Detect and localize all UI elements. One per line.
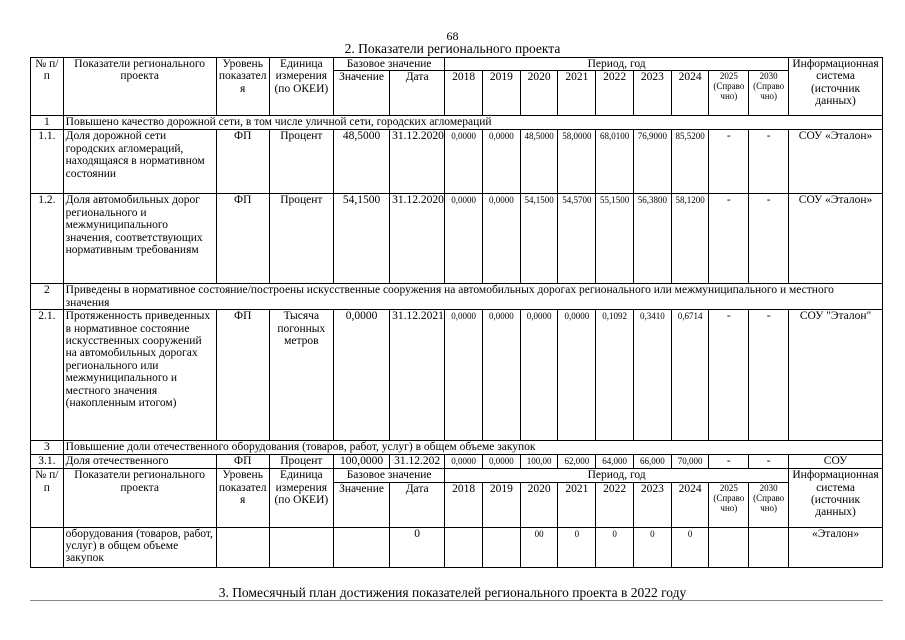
- row-info: СОУ: [789, 455, 883, 469]
- row-year-value: 0,1092: [596, 310, 634, 441]
- row-info: «Эталон»: [789, 527, 883, 567]
- row-year-value: 70,000: [671, 455, 709, 469]
- header-year: 2023: [633, 71, 671, 116]
- row-year-value: 0,0000: [482, 310, 520, 441]
- header-row: [31, 58, 883, 71]
- group-num: 1: [31, 116, 64, 130]
- data-row: [31, 194, 883, 284]
- header-indicator: Показатели регионального проекта: [63, 469, 216, 527]
- row-year-value: 58,1200: [671, 194, 709, 284]
- data-row: [31, 310, 883, 441]
- indicators-table: [30, 57, 883, 568]
- row-2025: -: [709, 194, 749, 284]
- row-year-value: 0,0000: [445, 194, 483, 284]
- group-row: [31, 441, 883, 455]
- row-2030: -: [749, 455, 789, 469]
- row-year-value: 100,00: [520, 455, 558, 469]
- row-name: Доля автомобильных дорог регионального и межмуниципального значения, соответствующих нормативным требованиям: [63, 194, 216, 284]
- row-year-value: 0: [671, 527, 709, 567]
- footer-title: 3. Помесячный план достижения показателей регионального проекта в 2022 году: [218, 585, 687, 600]
- row-2025: -: [709, 130, 749, 194]
- row-year-value: 0,6714: [671, 310, 709, 441]
- row-base-date: 31.12.202: [390, 455, 445, 469]
- data-row: [31, 527, 883, 567]
- data-row: [31, 130, 883, 194]
- row-base-value: 0,0000: [333, 310, 389, 441]
- row-year-value: 0,0000: [445, 130, 483, 194]
- row-year-value: 0,0000: [445, 455, 483, 469]
- header-year: 2024: [671, 71, 709, 116]
- header-year: 2021: [558, 71, 596, 116]
- row-year-value: 66,000: [633, 455, 671, 469]
- header-year: 2023: [633, 482, 671, 527]
- header-year: 2021: [558, 482, 596, 527]
- row-unit: Тысяча погонных метров: [269, 310, 333, 441]
- header-indicator: Показатели регионального проекта: [63, 58, 216, 116]
- group-row: [31, 284, 883, 310]
- group-title: Повышение доли отечественного оборудования (товаров, работ, услуг) в общем объеме закупок: [63, 441, 882, 455]
- header-num: № п/п: [31, 469, 64, 527]
- row-year-value: 0: [558, 527, 596, 567]
- header-base: Базовое значение: [333, 469, 444, 482]
- header-year: 2024: [671, 482, 709, 527]
- header-year: 2020: [520, 482, 558, 527]
- header-period: Период, год: [445, 58, 789, 71]
- section-title: 2. Показатели регионального проекта: [344, 41, 561, 56]
- row-unit: Процент: [269, 130, 333, 194]
- row-year-value: 00: [520, 527, 558, 567]
- row-num: 3.1.: [31, 455, 64, 469]
- header-year: 2018: [445, 482, 483, 527]
- row-base-value: [333, 527, 389, 567]
- row-level: ФП: [216, 130, 269, 194]
- row-2025: [709, 527, 749, 567]
- header-num: № п/п: [31, 58, 64, 116]
- row-year-value: 54,1500: [520, 194, 558, 284]
- header-base-value: Значение: [333, 482, 389, 527]
- row-unit: Процент: [269, 455, 333, 469]
- row-base-date: 31.12.2021: [390, 310, 445, 441]
- footer-rule: [30, 600, 883, 601]
- row-year-value: 0,0000: [558, 310, 596, 441]
- row-base-date: 31.12.2020: [390, 130, 445, 194]
- data-row: [31, 455, 883, 469]
- row-2030: [749, 527, 789, 567]
- group-num: 2: [31, 284, 64, 310]
- header-year: 2022: [596, 482, 634, 527]
- row-year-value: [445, 527, 483, 567]
- row-2030: -: [749, 130, 789, 194]
- row-base-date: 0: [390, 527, 445, 567]
- row-year-value: 48,5000: [520, 130, 558, 194]
- row-info: СОУ "Эталон": [789, 310, 883, 441]
- row-level: ФП: [216, 455, 269, 469]
- row-name: Доля дорожной сети городских агломераций, находящаяся в нормативном состоянии: [63, 130, 216, 194]
- row-level: [216, 527, 269, 567]
- header-year-2030: 2030 (Справо чно): [749, 71, 789, 116]
- group-row: [31, 116, 883, 130]
- row-2030: -: [749, 310, 789, 441]
- header-unit: Единица измерения (по ОКЕИ): [269, 469, 333, 527]
- row-year-value: 0,0000: [482, 130, 520, 194]
- row-year-value: 0,0000: [520, 310, 558, 441]
- row-year-value: 58,0000: [558, 130, 596, 194]
- row-year-value: 76,9000: [633, 130, 671, 194]
- header-year: 2019: [482, 71, 520, 116]
- row-2025: -: [709, 455, 749, 469]
- header-year-2025: 2025 (Справо чно): [709, 482, 749, 527]
- row-num: 2.1.: [31, 310, 64, 441]
- row-year-value: 56,3800: [633, 194, 671, 284]
- row-year-value: 0,0000: [445, 310, 483, 441]
- group-title: Повышено качество дорожной сети, в том числе уличной сети, городских агломераций: [63, 116, 882, 130]
- header-year-2030: 2030 (Справо чно): [749, 482, 789, 527]
- header-unit: Единица измерения (по ОКЕИ): [269, 58, 333, 116]
- row-base-value: 54,1500: [333, 194, 389, 284]
- header-base: Базовое значение: [333, 58, 444, 71]
- header-level: Уровень показател я: [216, 58, 269, 116]
- header-info: Информационная система (источник данных): [789, 469, 883, 527]
- page-number: 68: [446, 29, 459, 43]
- row-level: ФП: [216, 194, 269, 284]
- row-unit: Процент: [269, 194, 333, 284]
- row-name: Доля отечественного: [63, 455, 216, 469]
- row-info: СОУ «Эталон»: [789, 130, 883, 194]
- row-base-date: 31.12.2020: [390, 194, 445, 284]
- row-year-value: 0,3410: [633, 310, 671, 441]
- row-base-value: 48,5000: [333, 130, 389, 194]
- row-level: ФП: [216, 310, 269, 441]
- row-info: СОУ «Эталон»: [789, 194, 883, 284]
- header-base-date: Дата: [390, 71, 445, 116]
- row-2030: -: [749, 194, 789, 284]
- row-name: Протяженность приведенных в нормативное состояние искусственных сооружений на автомобильных дорогах регионального или межмуниципального и местного значения (накопленным итогом): [63, 310, 216, 441]
- row-year-value: 85,5200: [671, 130, 709, 194]
- row-year-value: 68,0100: [596, 130, 634, 194]
- header-year: 2022: [596, 71, 634, 116]
- row-2025: -: [709, 310, 749, 441]
- header-level: Уровень показател я: [216, 469, 269, 527]
- row-year-value: 0: [633, 527, 671, 567]
- header-base-date: Дата: [390, 482, 445, 527]
- row-unit: [269, 527, 333, 567]
- header-year-2025: 2025 (Справо чно): [709, 71, 749, 116]
- table-body: [31, 58, 883, 568]
- row-year-value: 0: [596, 527, 634, 567]
- row-year-value: 0,0000: [482, 455, 520, 469]
- row-year-value: 54,5700: [558, 194, 596, 284]
- group-num: 3: [31, 441, 64, 455]
- row-year-value: 62,000: [558, 455, 596, 469]
- row-year-value: 55,1500: [596, 194, 634, 284]
- header-period: Период, год: [445, 469, 789, 482]
- header-base-value: Значение: [333, 71, 389, 116]
- row-base-value: 100,0000: [333, 455, 389, 469]
- row-year-value: 0,0000: [482, 194, 520, 284]
- row-name: оборудования (товаров, работ, услуг) в общем объеме закупок: [63, 527, 216, 567]
- row-num: 1.1.: [31, 130, 64, 194]
- row-num: [31, 527, 64, 567]
- header-year: 2019: [482, 482, 520, 527]
- group-title: Приведены в нормативное состояние/построены искусственные сооружения на автомобильных дорогах регионального или межмуниципального и местного значения: [63, 284, 882, 310]
- header-year: 2020: [520, 71, 558, 116]
- header-info: Информационная система (источник данных): [789, 58, 883, 116]
- row-year-value: [482, 527, 520, 567]
- row-num: 1.2.: [31, 194, 64, 284]
- header-year: 2018: [445, 71, 483, 116]
- header-row: [31, 469, 883, 482]
- row-year-value: 64,000: [596, 455, 634, 469]
